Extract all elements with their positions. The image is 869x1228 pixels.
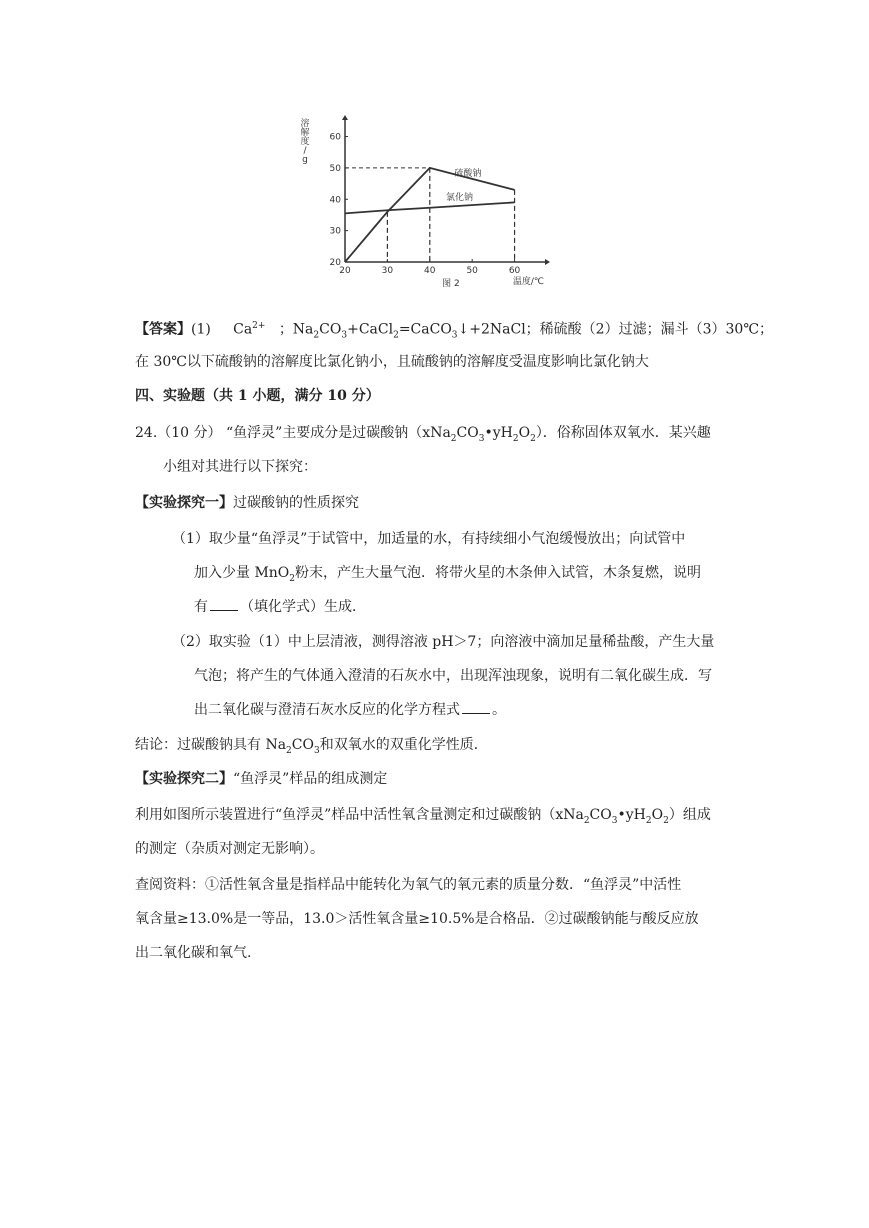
y-axis-label-char: 溶	[300, 119, 310, 129]
explore-2-line-1: 利用如图所示装置进行“鱼浮灵”样品中活性氧含量测定和过碳酸钠$(xNa_2CO_3•yH_2O_2)$组成	[135, 807, 711, 826]
answer-blank-2[interactable]	[462, 701, 490, 714]
sodium-chloride-label: 氯化钠	[445, 192, 473, 203]
solubility-chart-svg	[290, 112, 550, 297]
calcium-ion: Ca	[233, 321, 253, 338]
y-axis-label-char: 度	[300, 137, 310, 147]
y-tick-label: 50	[329, 163, 341, 174]
reference-line-3: 出二氧化碳和氧气.	[135, 945, 252, 961]
reference-line-1: 查阅资料：①活性氧含量是指样品中能转化为氧气的氧元素的质量分数．“鱼浮灵”中活性	[135, 877, 682, 893]
y-axis-label-char: g	[302, 155, 308, 165]
explore-2-line-2: 的测定（杂质对测定无影响）。	[135, 841, 324, 857]
x-tick-label: 20	[339, 266, 351, 276]
x-axis-arrow	[545, 259, 550, 265]
answer-label: 【答案】	[135, 321, 191, 338]
explore-1-p1-line-3: 有 （填化学式）生成．	[194, 599, 366, 615]
solubility-chart	[290, 112, 550, 297]
sodium-sulfate-label: 硫酸钠	[454, 168, 482, 179]
y-tick-label: 30	[329, 226, 341, 237]
answer-line-1: 【答案】(1) $Ca^{2+}$ ；$Na_2CO_3+CaCl_2=CaCO_3↓+2NaCl$；稀硫酸（2）过滤；漏斗（3）30℃；	[135, 321, 773, 341]
y-tick-label: 40	[329, 195, 341, 206]
y-axis-label-char: 解	[300, 128, 310, 138]
reference-line-2: 氧含量≥13.0%是一等品，13.0＞活性氧含量≥10.5%是合格品．②过碳酸钠能与酸反应放	[135, 911, 699, 927]
y-tick-label: 20	[329, 258, 341, 268]
explore-1-p2-line-1: （2）取实验（1）中上层清液，测得溶液 pH＞7；向溶液中滴加足量稀盐酸，产生大量	[172, 634, 715, 650]
answer-line-2: 在 30℃以下硫酸钠的溶解度比氯化钠小，且硫酸钠的溶解度受温度影响比氯化钠大	[135, 354, 649, 370]
section-heading: 四、实验题（共 1 小题，满分 10 分）	[135, 388, 380, 404]
x-tick-label: 60	[508, 266, 521, 276]
y-tick-label: 60	[329, 132, 341, 143]
answer-blank-1[interactable]	[210, 598, 238, 611]
y-axis-label-char: /	[303, 146, 307, 156]
conclusion-line: 结论：过碳酸钠具有 $Na_2CO_3$和双氧水的双重化学性质．	[135, 737, 488, 756]
explore-1-p1-line-2: 加入少量 MnO$_2$粉末，产生大量气泡．将带火星的木条伸入试管，木条复燃，说明	[194, 565, 702, 584]
y-axis-arrow	[342, 115, 348, 120]
explore-1-heading: 【实验探究一】过碳酸钠的性质探究	[135, 495, 359, 511]
explore-1-p1-line-1: （1）取少量“鱼浮灵”于试管中，加适量的水，有持续细小气泡缓慢放出；向试管中	[172, 531, 686, 547]
question-24-line-1: 24.（10 分） “鱼浮灵”主要成分是过碳酸钠$(xNa_2CO_3•yH_2O_2)$．俗称固体双氧水．某兴趣	[135, 425, 711, 444]
x-tick-label: 50	[466, 266, 478, 276]
question-24-line-2: 小组对其进行以下探究：	[163, 459, 317, 475]
explore-1-p2-line-3: 出二氧化碳与澄清石灰水反应的化学方程式 。	[194, 702, 506, 718]
x-tick-label: 40	[424, 266, 436, 276]
explore-1-p2-line-2: 气泡；将产生的气体通入澄清的石灰水中，出现浑浊现象，说明有二氧化碳生成．写	[194, 668, 712, 684]
x-tick-label: 30	[381, 266, 394, 276]
chart-caption: 图 2	[442, 279, 460, 289]
sodium-sulfate-curve	[345, 168, 515, 262]
x-axis-label: 温度/℃	[512, 277, 544, 287]
explore-2-heading: 【实验探究二】“鱼浮灵”样品的组成测定	[135, 771, 388, 787]
